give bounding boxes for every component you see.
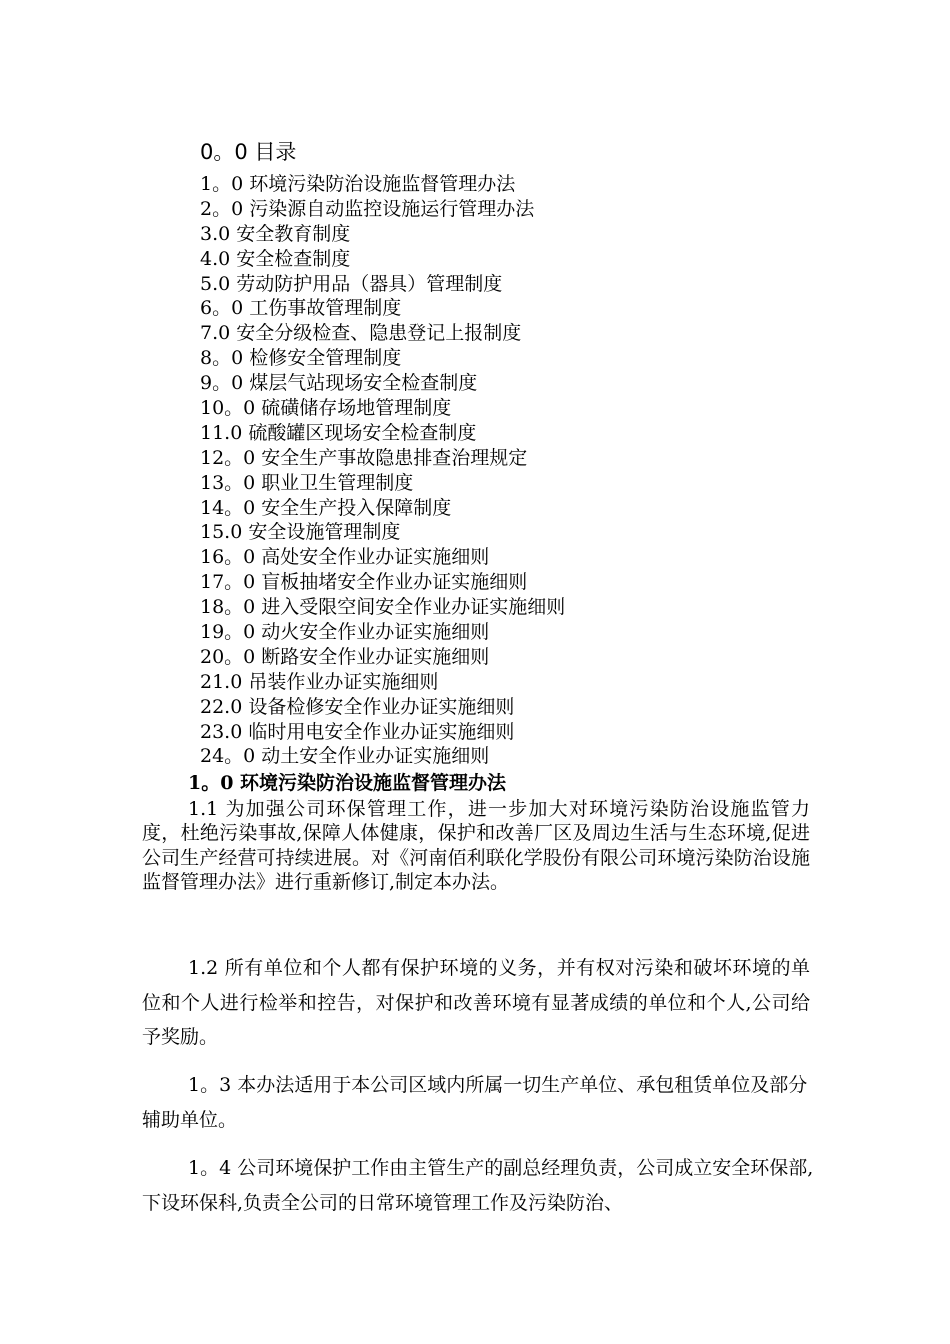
toc-item: 6。0 工伤事故管理制度	[200, 297, 402, 320]
toc-item: 12。0 安全生产事故隐患排查治理规定	[200, 446, 528, 469]
toc-item: 23.0 临时用电安全作业办证实施细则	[200, 720, 515, 743]
toc-item: 22.0 设备检修安全作业办证实施细则	[200, 695, 515, 718]
toc-item: 5.0 劳动防护用品（器具）管理制度	[200, 272, 503, 295]
toc-item: 13。0 职业卫生管理制度	[200, 471, 414, 494]
section-title: 1。0 环境污染防治设施监督管理办法	[188, 772, 507, 794]
toc-item: 14。0 安全生产投入保障制度	[200, 496, 452, 519]
toc-item: 7.0 安全分级检查、隐患登记上报制度	[200, 322, 522, 345]
toc-item: 9。0 煤层气站现场安全检查制度	[200, 372, 478, 395]
toc-item: 18。0 进入受限空间安全作业办证实施细则	[200, 596, 566, 619]
table-of-contents	[200, 172, 565, 769]
toc-item: 3.0 安全教育制度	[200, 222, 351, 245]
toc-item: 21.0 吊装作业办证实施细则	[200, 670, 439, 693]
toc-item: 4.0 安全检查制度	[200, 247, 351, 270]
toc-item: 24。0 动土安全作业办证实施细则	[200, 745, 490, 768]
toc-item: 11.0 硫酸罐区现场安全检查制度	[200, 421, 477, 444]
toc-item: 19。0 动火安全作业办证实施细则	[200, 621, 490, 644]
paragraph-1-1: 1.1 为加强公司环保管理工作，进一步加大对环境污染防治设施监管力度，杜绝污染事故,保障人体健康，保护和改善厂区及周边生活与生态环境,促进公司生产经营可持续进展。对《河南佰利联化学股份有限公司环境污染防治设施监督管理办法》进行重新修订,制定本办法。	[142, 798, 810, 894]
paragraph-1-2: 1.2 所有单位和个人都有保护环境的义务，并有权对污染和破坏环境的单位和个人进行检举和控告，对保护和改善环境有显著成绩的单位和个人,公司给予奖励。	[142, 957, 810, 1048]
toc-heading: 0。0 目录	[200, 140, 297, 164]
toc-item: 17。0 盲板抽堵安全作业办证实施细则	[200, 571, 528, 594]
toc-item: 20。0 断路安全作业办证实施细则	[200, 645, 490, 668]
toc-item: 16。0 高处安全作业办证实施细则	[200, 546, 490, 569]
toc-item: 2。0 污染源自动监控设施运行管理办法	[200, 197, 535, 220]
toc-item: 8。0 检修安全管理制度	[200, 347, 402, 370]
toc-item: 15.0 安全设施管理制度	[200, 521, 401, 544]
paragraph-1-4: 1。4 公司环境保护工作由主管生产的副总经理负责，公司成立安全环保部,下设环保科,负责全公司的日常环境管理工作及污染防治、	[142, 1157, 814, 1214]
toc-item: 10。0 硫磺储存场地管理制度	[200, 397, 452, 420]
paragraph-1-3: 1。3 本办法适用于本公司区域内所属一切生产单位、承包租赁单位及部分辅助单位。	[142, 1074, 808, 1131]
toc-item: 1。0 环境污染防治设施监督管理办法	[200, 173, 516, 195]
